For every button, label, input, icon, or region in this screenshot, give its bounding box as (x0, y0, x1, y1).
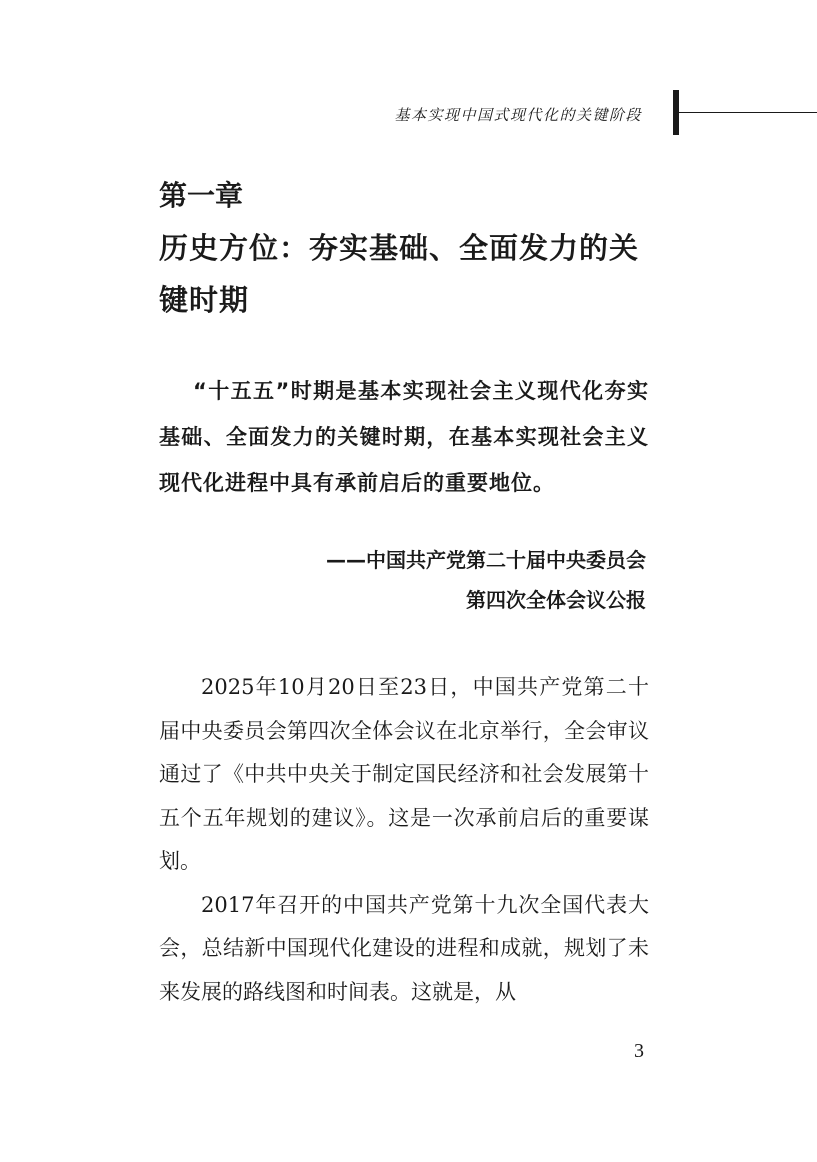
body-text (159, 666, 649, 1014)
header-rule-line (679, 112, 817, 113)
attribution-line-2: 第四次全体会议公报 (466, 588, 646, 612)
running-header-title: 基本实现中国式现代化的关键阶段 (394, 106, 642, 124)
chapter-title: 历史方位：夯实基础、全面发力的关键时期 (159, 231, 640, 317)
page-number: 3 (634, 1040, 644, 1062)
chapter-label: 第一章 (159, 179, 244, 212)
attribution-line-1: ——中国共产党第二十届中央委员会 (326, 548, 646, 572)
epigraph-attribution (159, 540, 646, 620)
epigraph-quote: “十五五”时期是基本实现社会主义现代化夯实基础、全面发力的关键时期，在基本实现社会主义现代化进程中具有承前启后的重要地位。 (159, 379, 649, 495)
body-paragraph: 2017年召开的中国共产党第十九次全国代表大会，总结新中国现代化建设的进程和成就，规划了未来发展的路线图和时间表。这就是，从 (159, 892, 649, 1004)
body-paragraph: 2025年10月20日至23日，中国共产党第二十届中央委员会第四次全体会议在北京举行，全会审议通过了《中共中央关于制定国民经济和社会发展第十五个五年规划的建议》。这是一次承前启后的重要谋划。 (159, 675, 649, 873)
